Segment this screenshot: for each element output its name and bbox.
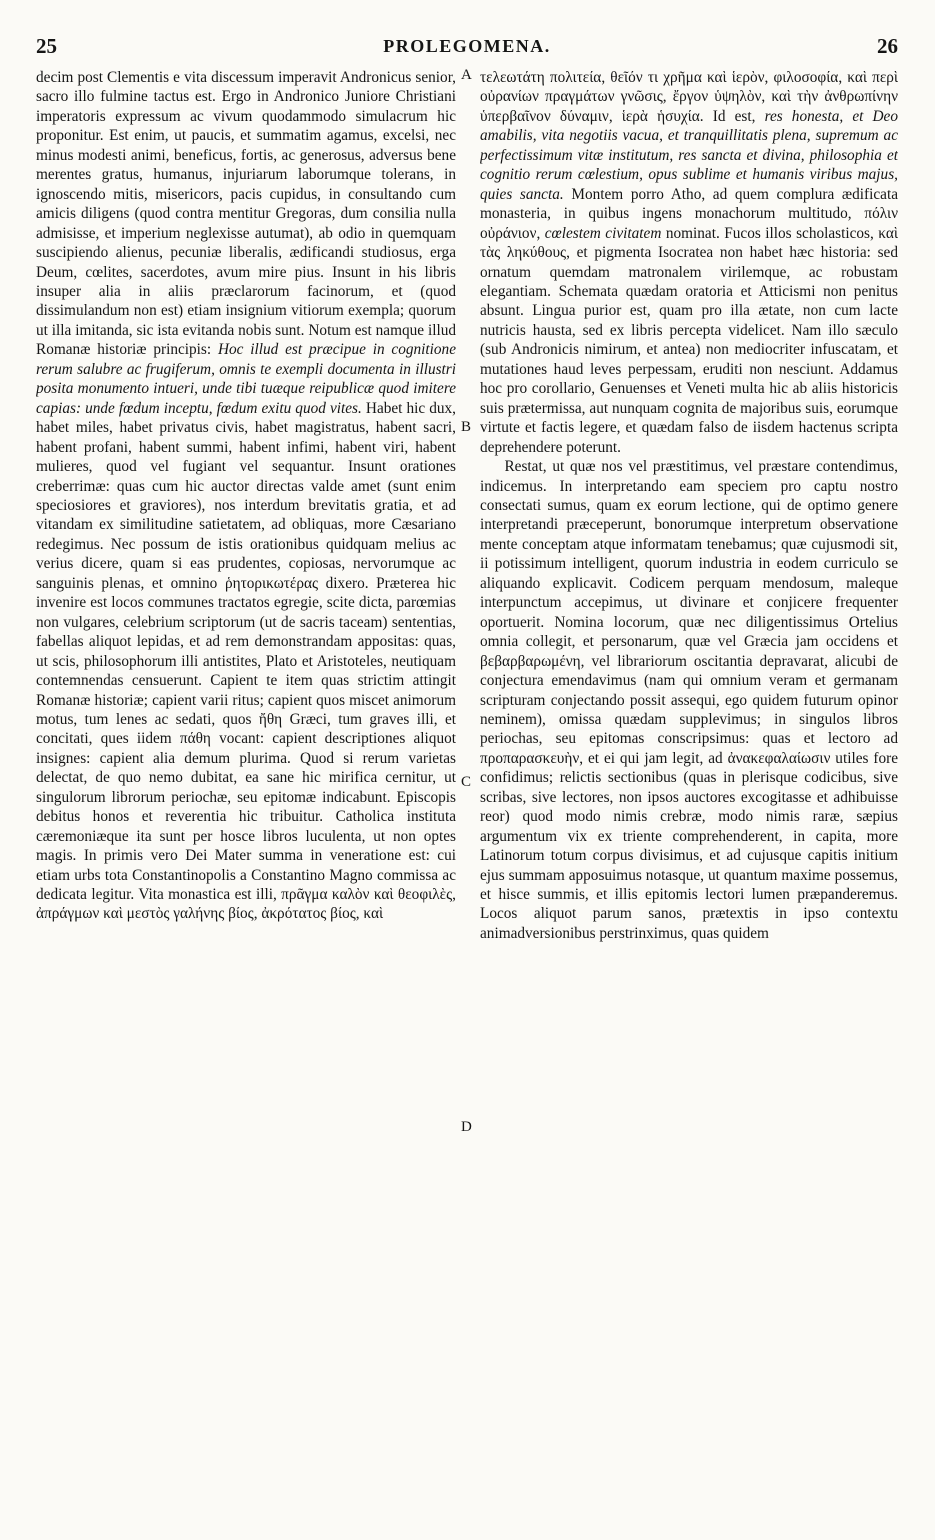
left-column: [36, 68, 456, 1518]
running-title: PROLEGOMENA.: [383, 36, 551, 56]
right-column: [480, 68, 898, 1518]
paragraph: [480, 68, 898, 457]
paragraph-text: Montem porro Atho, ad quem complura ædificata monasteria, in quibus ingens monachorum multitudo, πόλιν οὐράνιον,: [480, 185, 898, 242]
paragraph-text: Habet hic dux, habet miles, habet privatus civis, habet magistratus, habent sacri, habent profani, habent summi, habent infimi, habent viri, habent mulieres, quod vel fugiant vel sequantur. Insunt orationes creberrimæ: quas cum hic auctor directas valde amet (sunt enim speciosiores et graviores), nos interdum brevitatis gratia, et ad vitandam ex similitudine satietatem, ad obliquas, more Cæsariano redegimus. Nec possum de istis orationibus quidquam melius ac verius dicere, quam si eas prudentes, copiosas, nervorumque ac sanguinis plenas, et omnino ῥητορικωτέρας dixero. Præterea hic invenire est locos communes tractatos egregie, scite dicta, parœmias non vulgares, celebrium scriptorum (ut de sacris taceam) sententias, fabellas aliquot lepidas, et ad rem demonstrandam appositas: quas, ut scis, philosophorum illi antistites, Plato et Aristoteles, neutiquam contemnendas censuerunt. Capient te item quas strictim attingit Romanæ historiæ; capient varii ritus; capient quos miscet animorum motus, tum lenes ac sedati, quos ἤθη Græci, tum graves illi, et concitati, ques iidem πάθη vocant: capient descriptiones aliquot insignes: capient alia demum plurima. Quod si rerum varietas delectat, de quo nemo dubitat, ea sane hic mirifica cernitur, ut singulorum librorum periochæ, seu epitomæ indicabunt. Episcopis debitus honos et reverentia hic tribuitur. Catholica instituta cæremoniæque ita sunt per hosce libros luculenta, ut non optes magis. In primis vero Dei Mater summa in veneratione est: cui etiam urbs tota Constantinopolis a Constantino Magno commissa ac dedicata legitur. Vita monastica est illi, πρᾶγμα καλὸν καὶ θεοφιλὲς, ἀπράγμων καὶ μεστὸς γαλήνης βίος, ἀκρότατος βίος, καὶ: [36, 399, 456, 923]
page-number-right: 26: [877, 34, 898, 58]
livy-quote: Hoc illud est præcipue in cognitione rerum salubre ac frugiferum, omnis te exempli documenta in illustri posita monumento intueri, unde tibi tuæque reipublicæ quod imitere capias: unde fœdum inceptu, fœdum exitu quod vites.: [36, 341, 456, 417]
page-header: [36, 34, 898, 58]
paragraph: Restat, ut quæ nos vel præstitimus, vel præstare contendimus, indicemus. In interpretando eam speciem pro captu nostro consectati sumus, quam ex eorum lectione, qui de optimo genere interpretandi præceperunt, bonorumque interpretum observatione mente conceptam atque informatam tenebamus; quæ cujusmodi sit, ii potissimum intelligent, quorum industria in eodem curriculo se aliquando explicavit. Codicem perquam mendosum, maleque interpunctum accepimus, ut divinare et conjicere frequenter oportuerit. Nomina locorum, quæ nec diligentissimus Ortelius omnia collegit, et personarum, quæ vel Græcia jam occidens et βεβαρβαρωμένη, vel librariorum oscitantia depravarat, alicubi de conjectura emendavimus (nam qui omnium veram et germanam scripturam conjectando possit assequi, ego quidem futurum opinor neminem), omissa quædam supplevimus; in singulos libros periochas, seu epitomas conscripsimus: quas et lectoro ad προπαρασκευὴν, et ei qui jam legit, ad ἀνακεφαλαίωσιν utiles fore confidimus; relictis sectionibus (quas in plerisque codicibus, sive scribas, sive lectores, non ipsos auctores excogitasse et adhibuisse reor) quod modo nimis crebræ, modo nimis raræ, sæpius argumentum vix ex triente comprehenderent, in capita, more Latinorum totum corpus divisimus, et ad cujusque capitis initium ejus summam apposuimus notasque, ut quantum maxime possemus, et hisce summis, et illis epitomis lectori lumen præpanderemus. Locos aliquot parum sanos, prætextis in ipso contextu animadversionibus perstrinximus, quas quidem: [480, 458, 898, 942]
page-number-left: 25: [36, 34, 57, 58]
italic-phrase: cœlestem civitatem: [544, 224, 662, 242]
margin-letter-d: D: [461, 1119, 472, 1135]
margin-letter-a: A: [461, 67, 472, 83]
paragraph-text: nominat. Fucos illos scholasticos, καὶ τὰς ληκύθους, et pigmenta Isocratea non habet hæc historia: sed ornatum quemdam matronalem virilemque, ac robustam elegantiam. Schemata quædam oratoria et Atticismi non penitus absunt. Lingua purior est, quam pro illa ætate, non cum lacte nutricis hausta, sed ex libris percepta videlicet. Nam illo sæculo (sub Andronicis nimirum, et antea) non mediocriter infuscatam, et mutationes haud leves perpessam, eruditi non nesciunt. Addamus hoc pro corollario, Genuenses et Veneti multa hic ab aliis historicis suis prætermissa, aut nunquam cognita de majoribus suis, eorumque virtute et factis legere, et quædam falso de iisdem hactenus scripta deprehendere poterunt.: [480, 224, 898, 456]
paragraph-text: decim post Clementis e vita discessum imperavit Andronicus senior, sacro illo fulmine tactus est. Ergo in Andronico Juniore Christiani imperatoris expressum ac vivum quodammodo simulacrum hic proponitur. Est enim, ut paucis, et summatim agamus, excelsi, nec minus modesti animi, beneficus, fortis, ac generosus, adversus bene merentes gratus, humanus, injuriarum laborumque tolerans, in ignoscendo mitis, misericors, pacis cupidus, in consultando cum amicis diligens (quod contra mentitur Gregoras, dum consilia nulla admisisse, et imperium neglexisse autumat), ab odio in quemquam suscipiendo alienus, pecuniæ liberalis, ædificandi studiosus, erga Deum, cœlites, sacerdotes, avum mire pius. Insunt in his libris insuper alia in aliis præclarorum facinorum, et (quod dissimulandum non est) etiam insignium vitiorum exempla; quorum ut illa imitanda, sic ista evitanda nobis sunt. Notum est namque illud Romanæ historiæ principis:: [36, 69, 456, 359]
paragraph: [36, 68, 456, 924]
margin-letter-c: C: [461, 774, 472, 790]
greek-passage: τελεωτάτη πολιτεία, θεῖόν τι χρῆμα καὶ ἱερὸν, φιλοσοφία, καὶ περὶ οὐρανίων πραγμάτων γνῶσις, ἔργον ὑψηλὸν, καὶ τὴν ἀνθρωπίνην ὑπερβαῖνον δύναμιν, ἱερὰ ἡσυχία. Id est,: [480, 69, 898, 125]
latin-translation: res honesta, et Deo amabilis, vita negotiis vacua, et tranquillitatis plena, supremum ac perfectissimum vitæ institutum, res sancta et divina, philosophia et cognitio rerum cœlestium, opus sublime et humanis viribus majus, quies sancta.: [480, 107, 898, 203]
margin-letter-b: B: [461, 419, 472, 435]
